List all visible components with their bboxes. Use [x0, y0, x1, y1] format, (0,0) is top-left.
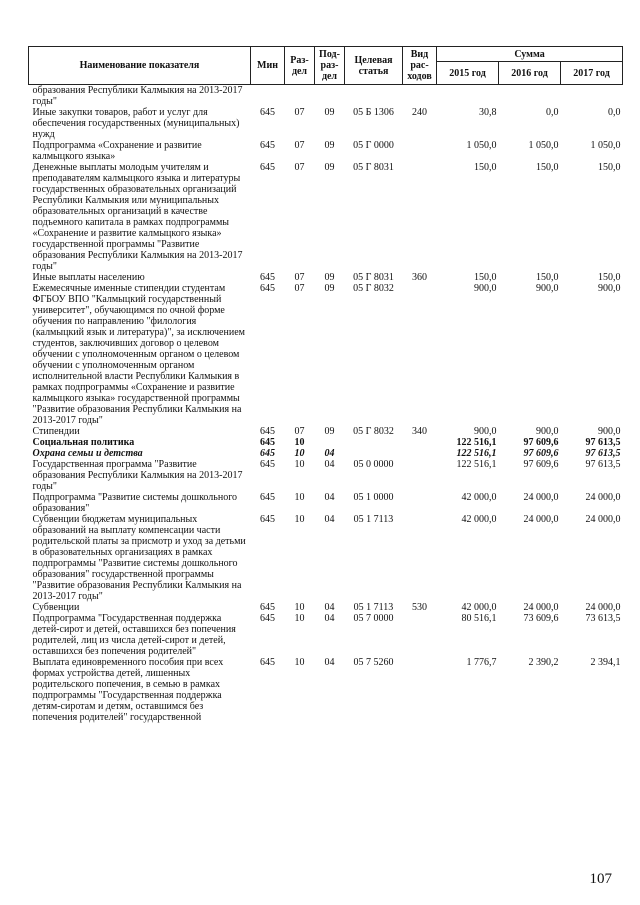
row-podrazdel: 04	[324, 492, 335, 503]
row-name: Стипендии	[32, 426, 80, 437]
table-row	[29, 492, 623, 514]
row-2015	[437, 85, 499, 108]
row-2015: 900,0	[474, 283, 497, 294]
table-row	[29, 602, 623, 613]
row-2016: 900,0	[536, 426, 559, 437]
row-vid	[403, 85, 437, 108]
row-podrazdel: 09	[324, 272, 335, 283]
row-razdel: 10	[294, 448, 305, 459]
row-2016: 97 609,6	[523, 459, 559, 470]
table-row	[29, 514, 623, 602]
row-tselevaya	[345, 448, 403, 459]
row-podrazdel: 04	[324, 514, 335, 525]
table-row	[29, 426, 623, 437]
row-2015: 122 516,1	[456, 459, 497, 470]
row-2017: 150,0	[598, 272, 621, 283]
row-name: Иные выплаты населению	[32, 272, 145, 283]
table-row	[29, 437, 623, 448]
row-vid	[403, 437, 437, 448]
row-podrazdel: 09	[324, 162, 335, 173]
row-podrazdel: 04	[324, 448, 335, 459]
row-min: 645	[260, 514, 275, 525]
row-tselevaya: 05 Г 0000	[353, 140, 394, 151]
row-name: Субвенции	[32, 602, 80, 613]
row-podrazdel: 09	[324, 283, 335, 294]
row-name: Социальная политика	[32, 437, 135, 448]
row-podrazdel: 04	[324, 459, 335, 470]
row-min: 645	[260, 657, 275, 668]
row-razdel: 10	[294, 613, 305, 624]
row-podrazdel	[315, 85, 345, 108]
row-vid: 340	[412, 426, 427, 437]
row-tselevaya: 05 0 0000	[353, 459, 394, 470]
row-2015: 30,8	[479, 107, 497, 118]
table-row	[29, 272, 623, 283]
row-podrazdel: 09	[324, 426, 335, 437]
budget-table	[28, 46, 623, 723]
row-2017: 0,0	[608, 107, 621, 118]
row-tselevaya	[345, 437, 403, 448]
row-min: 645	[260, 448, 275, 459]
row-2017: 1 050,0	[590, 140, 621, 151]
row-vid: 530	[412, 602, 427, 613]
row-2015: 150,0	[474, 272, 497, 283]
header-2015: 2015 год	[437, 62, 499, 85]
row-min: 645	[260, 492, 275, 503]
row-vid	[403, 514, 437, 602]
table-row	[29, 283, 623, 426]
row-2017: 900,0	[598, 426, 621, 437]
row-name: Иные закупки товаров, работ и услуг для обеспечения государственных (муниципальных) нужд	[32, 107, 240, 140]
row-vid: 240	[412, 107, 427, 118]
row-razdel: 07	[294, 426, 305, 437]
row-name: Субвенции бюджетам муниципальных образований на выплату компенсации части родительской платы за присмотр и уход за детьми в образовательных организациях в рамках подпрограммы "Развитие системы дошкольного образования" государственной программы "Развитие образования Республики Калмыкия на 2013-2017 годы"	[32, 514, 246, 602]
row-2016: 24 000,0	[523, 602, 559, 613]
row-tselevaya: 05 7 5260	[353, 657, 394, 668]
row-podrazdel: 09	[324, 140, 335, 151]
row-2017: 24 000,0	[585, 492, 621, 503]
row-tselevaya: 05 1 0000	[353, 492, 394, 503]
header-2017: 2017 год	[561, 62, 623, 85]
row-2017: 24 000,0	[585, 514, 621, 525]
row-tselevaya: 05 Г 8031	[353, 272, 394, 283]
table-row	[29, 657, 623, 723]
row-2015: 42 000,0	[461, 492, 497, 503]
header-vid: Вид рас- ходов	[403, 47, 437, 85]
row-2017: 2 394,1	[590, 657, 621, 668]
row-2015: 1 776,7	[466, 657, 497, 668]
row-min: 645	[260, 437, 275, 448]
row-min: 645	[260, 162, 275, 173]
row-vid	[403, 613, 437, 657]
row-podrazdel	[315, 437, 345, 448]
row-min: 645	[260, 602, 275, 613]
row-2016: 0,0	[546, 107, 559, 118]
row-tselevaya: 05 1 7113	[353, 514, 394, 525]
row-2015: 122 516,1	[456, 437, 497, 448]
row-2017: 97 613,5	[585, 459, 621, 470]
row-razdel: 10	[294, 492, 305, 503]
row-razdel	[285, 85, 315, 108]
table-row	[29, 140, 623, 162]
row-2015: 42 000,0	[461, 602, 497, 613]
row-razdel: 07	[294, 283, 305, 294]
row-vid	[403, 657, 437, 723]
row-razdel: 10	[294, 514, 305, 525]
row-vid: 360	[412, 272, 427, 283]
table-row	[29, 162, 623, 272]
row-2016: 900,0	[536, 283, 559, 294]
row-name: Подпрограмма «Сохранение и развитие калмыцкого языка»	[32, 140, 202, 162]
table-row	[29, 448, 623, 459]
row-min: 645	[260, 426, 275, 437]
row-min: 645	[260, 140, 275, 151]
row-2016: 24 000,0	[523, 514, 559, 525]
row-tselevaya: 05 Г 8032	[353, 283, 394, 294]
row-2015: 1 050,0	[466, 140, 497, 151]
row-name: Ежемесячные именные стипендии студентам ФГБОУ ВПО "Калмыцкий государственный университет", обучающимся по очной форме обучения по направлению "филология (калмыцкий язык и литература)", за исключением студентов, заключивших договор о целевом обучении с уполномоченным органом о целевом обучении с уполномоченным органом исполнительной власти Республики Калмыкия в рамках подпрограммы «Сохранение и развитие калмыцкого языка» государственной программы "Развитие образования Республики Калмыкия на 2013-2017 годы"	[32, 283, 245, 426]
row-name: Денежные выплаты молодым учителям и преподавателям калмыцкого языка и литературы государственных образовательных организаций Республики Калмыкия или муниципальных образовательных организаций в качестве подъемного капитала в рамках подпрограммы «Сохранение и развитие калмыцкого языка» государственной программы "Развитие образования Республики Калмыкия на 2013-2017 годы"	[32, 162, 243, 272]
row-name: Подпрограмма "Государственная поддержка детей-сирот и детей, оставшихся без попечения родителей, лиц из числа детей-сирот и детей, оставшихся без попечения родителей"	[32, 613, 236, 657]
row-min: 645	[260, 613, 275, 624]
row-2017: 97 613,5	[585, 437, 621, 448]
header-razdel: Раз- дел	[285, 47, 315, 85]
row-min: 645	[260, 283, 275, 294]
row-2017: 73 613,5	[585, 613, 621, 624]
row-2016: 73 609,6	[523, 613, 559, 624]
row-vid	[403, 459, 437, 492]
row-vid	[403, 140, 437, 162]
row-razdel: 10	[294, 459, 305, 470]
table-row	[29, 613, 623, 657]
row-name: Подпрограмма "Развитие системы дошкольного образования"	[32, 492, 238, 514]
row-2015: 42 000,0	[461, 514, 497, 525]
row-2016: 97 609,6	[523, 448, 559, 459]
row-2016: 150,0	[536, 162, 559, 173]
row-2015: 900,0	[474, 426, 497, 437]
table-row	[29, 459, 623, 492]
row-razdel: 10	[294, 437, 305, 448]
row-vid	[403, 283, 437, 426]
row-2017	[561, 85, 623, 108]
row-tselevaya: 05 1 7113	[353, 602, 394, 613]
table-body	[29, 85, 623, 724]
header-summa: Сумма	[437, 47, 623, 62]
row-2016: 24 000,0	[523, 492, 559, 503]
row-podrazdel: 09	[324, 107, 335, 118]
row-vid	[403, 448, 437, 459]
header-min: Мин	[251, 47, 285, 85]
row-tselevaya: 05 7 0000	[353, 613, 394, 624]
row-2017: 150,0	[598, 162, 621, 173]
row-podrazdel: 04	[324, 657, 335, 668]
row-min	[251, 85, 285, 108]
header-2016: 2016 год	[499, 62, 561, 85]
row-name: Охрана семьи и детства	[32, 448, 143, 459]
row-razdel: 07	[294, 140, 305, 151]
row-podrazdel: 04	[324, 602, 335, 613]
row-tselevaya: 05 Г 8032	[353, 426, 394, 437]
row-vid	[403, 162, 437, 272]
page-number: 107	[589, 871, 612, 887]
row-razdel: 10	[294, 602, 305, 613]
row-2015: 150,0	[474, 162, 497, 173]
table-header	[29, 47, 623, 85]
row-2016: 2 390,2	[528, 657, 559, 668]
row-vid	[403, 492, 437, 514]
row-min: 645	[260, 107, 275, 118]
row-podrazdel: 04	[324, 613, 335, 624]
row-2016: 97 609,6	[523, 437, 559, 448]
row-tselevaya	[345, 85, 403, 108]
row-2017: 900,0	[598, 283, 621, 294]
row-2016: 1 050,0	[528, 140, 559, 151]
row-razdel: 10	[294, 657, 305, 668]
row-razdel: 07	[294, 162, 305, 173]
table-row	[29, 85, 623, 108]
row-min: 645	[260, 459, 275, 470]
table-row	[29, 107, 623, 140]
row-tselevaya: 05 Б 1306	[353, 107, 394, 118]
header-name: Наименование показателя	[29, 47, 251, 85]
row-name: образования Республики Калмыкия на 2013-2017 годы"	[32, 85, 243, 107]
row-name: Государственная программа "Развитие образования Республики Калмыкия на 2013-2017 годы"	[32, 459, 243, 492]
row-2017: 97 613,5	[585, 448, 621, 459]
row-2015: 122 516,1	[456, 448, 497, 459]
row-razdel: 07	[294, 272, 305, 283]
row-2015: 80 516,1	[461, 613, 497, 624]
row-name: Выплата единовременного пособия при всех формах устройства детей, лишенных родительского попечения, в семью в рамках подпрограммы "Государственная поддержка детям-сиротам и детям, оставшимся без попечения родителей" государственной	[32, 657, 224, 723]
row-2016: 150,0	[536, 272, 559, 283]
header-podrazdel: Под- раз- дел	[315, 47, 345, 85]
row-tselevaya: 05 Г 8031	[353, 162, 394, 173]
header-tselevaya: Целевая статья	[345, 47, 403, 85]
row-razdel: 07	[294, 107, 305, 118]
row-min: 645	[260, 272, 275, 283]
row-2017: 24 000,0	[585, 602, 621, 613]
row-2016	[499, 85, 561, 108]
